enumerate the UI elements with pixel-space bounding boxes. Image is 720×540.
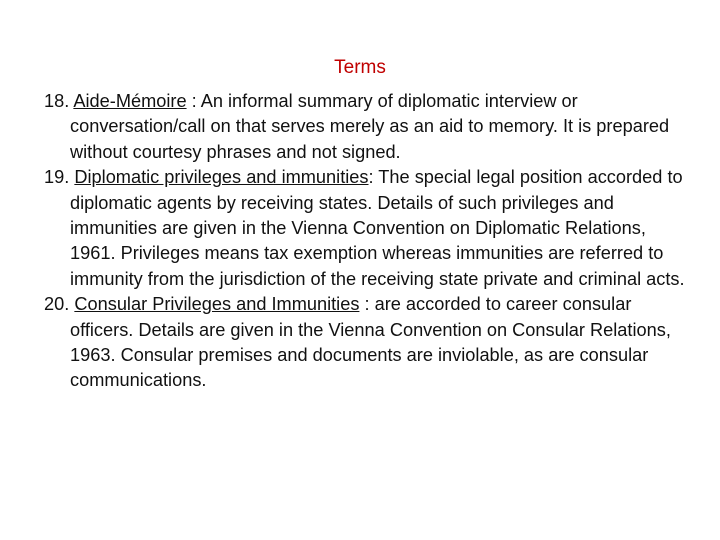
term-name: Aide-Mémoire (73, 91, 187, 111)
terms-list (44, 89, 696, 394)
term-item-20 (44, 292, 696, 394)
term-separator: : (368, 167, 379, 188)
term-item-18 (44, 89, 696, 165)
term-definition: An informal summary of diplomatic interview or conversation/call on that serves merely as an aid to memory. It is prepared without courtesy phrases and not signed. (70, 91, 670, 162)
term-definition: are accorded to career consular officers. Details are given in the Vienna Convention on Consular Relations, 1963. Consular premises and documents are inviolable, as are consular communications. (70, 294, 671, 391)
term-number: 18. (44, 91, 70, 111)
term-name: Diplomatic privileges and immunities (74, 167, 369, 188)
term-name: Consular Privileges and Immunities (74, 294, 360, 315)
term-definition: The special legal position accorded to diplomatic agents by receiving states. Details of such privileges and immunities are given in the Vienna Convention on Diplomatic Relations, 1961. Privileges means tax exemption whereas immunities are referred to immunity from the jurisdiction of the receiving state private and criminal acts. (70, 167, 685, 289)
term-separator: : (186, 91, 201, 111)
term-number: 19. (44, 167, 70, 188)
term-separator: : (359, 294, 375, 315)
term-number: 20. (44, 294, 70, 315)
slide-title: Terms (334, 57, 386, 78)
term-item-19 (44, 165, 696, 292)
